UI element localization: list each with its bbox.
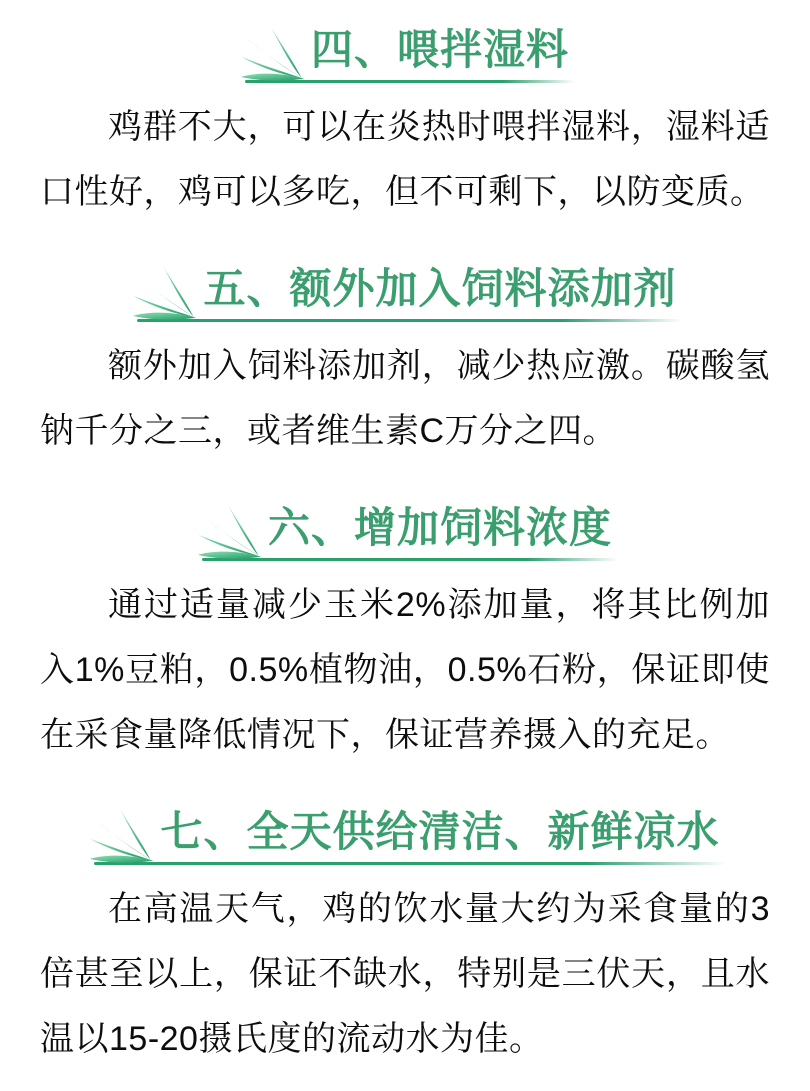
section-heading	[241, 26, 569, 83]
section-heading	[90, 808, 719, 865]
section-body: 鸡群不大，可以在炎热时喂拌湿料，湿料适口性好，鸡可以多吃，但不可剩下，以防变质。	[40, 108, 770, 211]
section-heading-row	[40, 504, 770, 561]
section-heading	[198, 504, 612, 561]
bamboo-leaf-icon	[198, 504, 264, 560]
section-title: 五、额外加入饲料添加剂	[203, 265, 677, 312]
section-heading-row	[40, 26, 770, 83]
section-title: 七、全天供给清洁、新鲜凉水	[160, 808, 720, 855]
section-fresh-cool-water	[40, 808, 770, 1072]
bamboo-leaf-icon	[241, 26, 307, 82]
bamboo-leaf-icon	[133, 265, 199, 321]
section-feed-concentration	[40, 504, 770, 768]
section-body: 在高温天气，鸡的饮水量大约为采食量的3倍甚至以上，保证不缺水，特别是三伏天，且水温以15-20摄氏度的流动水为佳。	[40, 890, 770, 1058]
section-title: 四、喂拌湿料	[310, 26, 569, 73]
section-body: 通过适量减少玉米2%添加量，将其比例加入1%豆粕，0.5%植物油，0.5%石粉，保证即使在采食量降低情况下，保证营养摄入的充足。	[40, 586, 770, 754]
section-heading-row	[40, 265, 770, 322]
section-title: 六、增加饲料浓度	[267, 504, 612, 551]
section-body: 额外加入饲料添加剂，减少热应激。碳酸氢钠千分之三，或者维生素C万分之四。	[40, 347, 770, 450]
section-heading	[133, 265, 676, 322]
section-feed-additives	[40, 265, 770, 464]
bamboo-leaf-icon	[90, 808, 156, 864]
section-wet-feed	[40, 26, 770, 225]
section-heading-row	[40, 808, 770, 865]
